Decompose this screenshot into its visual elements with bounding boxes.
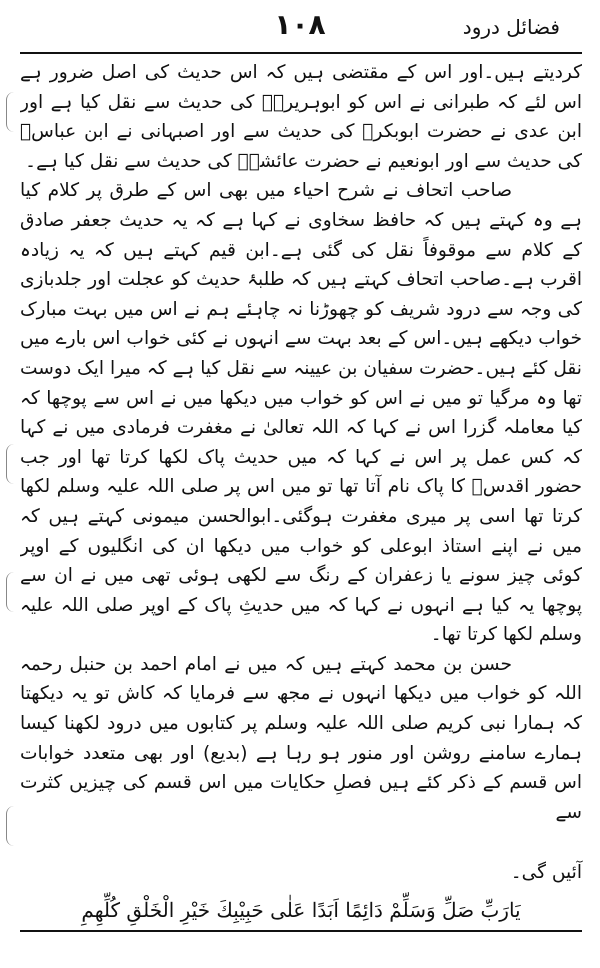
margin-mark	[6, 92, 15, 132]
margin-mark	[6, 806, 15, 846]
page-number: ۱۰۸	[274, 8, 326, 41]
page-header	[40, 6, 560, 50]
running-title: فضائل درود	[462, 15, 560, 39]
body-text	[20, 58, 582, 858]
header-rule	[20, 52, 582, 54]
paragraph-2: صاحب اتحاف نے شرح احیاء میں بھی اس کے طرق پر کلام کیا ہے وہ کہتے ہیں کہ حافظ سخاوی نے کہا ہے کہ یہ حدیث جعفر صادق کے کلام سے موقوفاً نقل کی گئی ہے۔ابن قیم کہتے ہیں کہ یہ زیادہ اقرب ہے۔صاحب اتحاف کہتے ہیں کہ طلبۂ حدیث کو عجلت اور جلدبازی کی وجہ سے درود شریف کو چھوڑنا نہ چاہئے ہم نے اس میں بہت مبارک خواب دیکھے ہیں۔اس کے بعد بہت سے انہوں نے کئی خواب اس بارے میں نقل کئے ہیں۔حضرت سفیان بن عیینہ سے نقل کیا ہے کہ میرا ایک دوست تھا وہ مرگیا تو میں نے اس کو خواب میں دیکھا میں نے اس سے پوچھا کہ کیا معاملہ گزرا اس نے کہا کہ اللہ تعالیٰ نے مغفرت فرمادی میں نے کہا کہ کس عمل پر اس نے کہا کہ میں حدیث پاک لکھا کرتا تھا اور جب حضور اقدسؐ کا پاک نام آتا تھا تو میں اس پر صلی اللہ علیہ وسلم لکھا کرتا تھا اسی پر میری مغفرت ہوگئی۔ابوالحسن میمونی کہتے ہیں کہ میں نے اپنے استاذ ابوعلی کو خواب میں دیکھا ان کی انگلیوں کے اوپر کوئی چیز سونے یا زعفران کے رنگ سے لکھی ہوئی تھی میں نے ان سے پوچھا یہ کیا ہے انہوں نے کہا کہ میں حدیثِ پاک کے اوپر صلی اللہ علیہ وسلم لکھا کرتا تھا۔	[20, 180, 582, 646]
paragraph-1: کردیتے ہیں۔اور اس کے مقتضی ہیں کہ اس حدیث کی اصل ضرور ہے اس لئے کہ طبرانی نے اس کو ابوہریرہؓ کی حدیث سے نقل کیا ہے اور ابن عدی نے حضرت ابوبکرؓ کی حدیث سے اور اصبہانی نے ابن عباسؓ کی حدیث سے اور ابونعیم نے حضرت عائشہؓ کی حدیث سے نقل کیا ہے۔	[20, 62, 582, 172]
margin-mark	[6, 444, 15, 484]
benediction-verse: یَارَبِّ صَلِّ وَسَلِّمْ دَائِمًا اَبَدًا عَلٰى حَبِيْبِكَ خَيْرِ الْخَلْقِ كُلِّهِمِ	[81, 898, 521, 922]
paragraph-ending: آئیں گی۔	[510, 862, 582, 883]
footer-rule	[20, 930, 582, 932]
margin-mark	[6, 572, 15, 612]
paragraph-3: حسن بن محمد کہتے ہیں کہ میں نے امام احمد بن حنبل رحمہ اللہ کو خواب میں دیکھا انہوں نے مجھ سے فرمایا کہ کاش تو یہ دیکھتا کہ ہمارا نبی کریم صلی اللہ علیہ وسلم پر کتابوں میں درود لکھنا کیسا ہمارے سامنے روشن اور منور ہو رہا ہے (بدیع) اور بھی متعدد خوابات اس قسم کے ذکر کئے ہیں فصلِ حکایات میں اس قسم کی چیزیں کثرت سے	[20, 653, 582, 823]
